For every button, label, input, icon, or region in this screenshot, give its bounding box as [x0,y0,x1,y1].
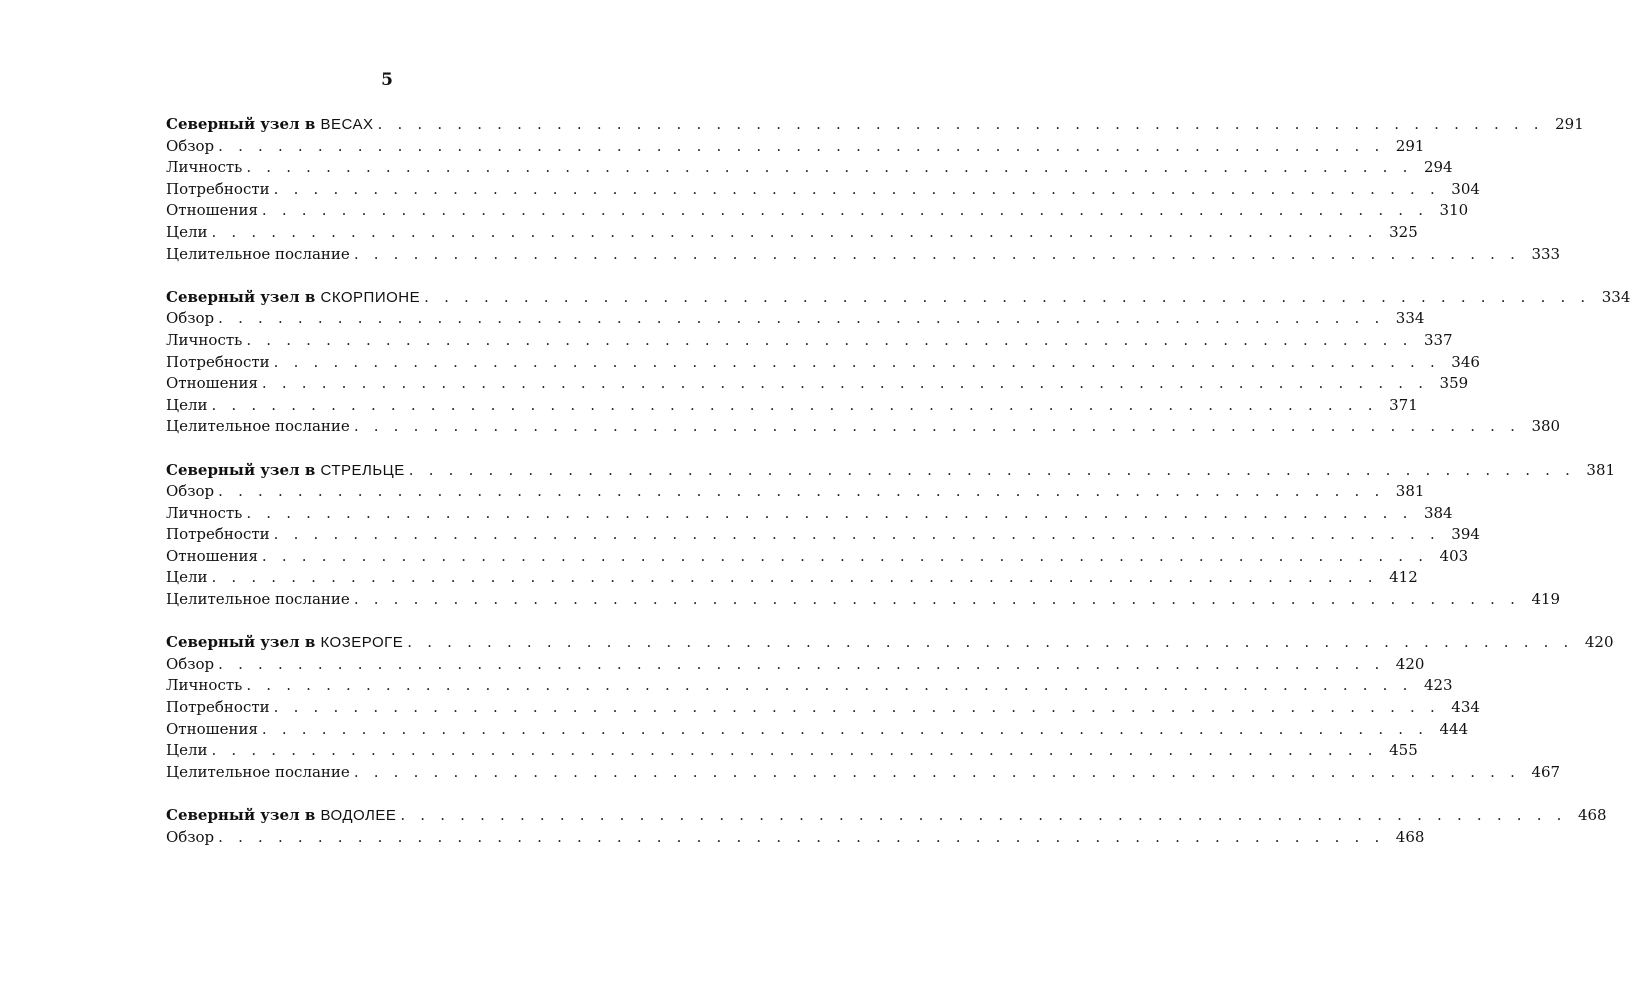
dot-leader: . . . . . . . . . . . . . . . . . . . . . . . . . . . . . . . . . . . . . . . . . . . . . . . . . . . . . . . . . . . [246,676,1413,695]
dot-leader: . . . . . . . . . . . . . . . . . . . . . . . . . . . . . . . . . . . . . . . . . . . . . . . . . . . . . . . . . . . [353,590,1521,609]
toc-section [166,114,1584,265]
toc-entry-label: Обзор [166,308,218,330]
dot-leader: . . . . . . . . . . . . . . . . . . . . . . . . . . . . . . . . . . . . . . . . . . . . . . . . . . . . . . . . . . . [218,309,1385,328]
section-page-number: 291 [1555,115,1584,133]
toc-entry-page-number: 423 [1423,676,1453,695]
section-heading-prefix: Северный узел в [166,460,316,479]
toc-entry-label: Цели [166,395,211,417]
toc-entry-label: Потребности [166,524,274,546]
section-heading-prefix: Северный узел в [166,806,316,824]
toc-entry[interactable] [166,675,1453,697]
dot-leader: . . . . . . . . . . . . . . . . . . . . . . . . . . . . . . . . . . . . . . . . . . . . . . . . . . . . . . . . . . . [246,330,1413,349]
toc-entry-label: Обзор [166,654,218,676]
toc-entry-page-number: 467 [1531,762,1561,781]
dot-leader: . . . . . . . . . . . . . . . . . . . . . . . . . . . . . . . . . . . . . . . . . . . . . . . . . . . . . . . . . . . [218,654,1385,673]
toc-entry[interactable] [166,740,1418,762]
toc-entry-label: Отношения [166,373,262,395]
toc-entry-page-number: 384 [1423,503,1453,522]
dot-leader: . . . . . . . . . . . . . . . . . . . . . . . . . . . . . . . . . . . . . . . . . . . . . . . . . . . . . . . . . . . [261,201,1429,220]
section-page-number: 381 [1586,460,1616,479]
table-of-contents [166,114,1630,870]
toc-entry[interactable] [166,244,1561,266]
dot-leader: . . . . . . . . . . . . . . . . . . . . . . . . . . . . . . . . . . . . . . . . . . . . . . . . . . . . . . . . . . . [218,136,1385,155]
dot-leader: . . . . . . . . . . . . . . . . . . . . . . . . . . . . . . . . . . . . . . . . . . . . . . . . . . . . . . . . . . . [218,482,1385,501]
dot-leader: . . . . . . . . . . . . . . . . . . . . . . . . . . . . . . . . . . . . . . . . . . . . . . . . . . . . . . . . . . . [377,115,1544,133]
toc-section [166,287,1630,438]
toc-entry[interactable] [166,827,1425,849]
dot-leader: . . . . . . . . . . . . . . . . . . . . . . . . . . . . . . . . . . . . . . . . . . . . . . . . . . . . . . . . . . . [408,460,1576,479]
toc-entry[interactable] [166,416,1561,438]
toc-entry[interactable] [166,524,1480,546]
dot-leader: . . . . . . . . . . . . . . . . . . . . . . . . . . . . . . . . . . . . . . . . . . . . . . . . . . . . . . . . . . . [211,395,1378,414]
dot-leader: . . . . . . . . . . . . . . . . . . . . . . . . . . . . . . . . . . . . . . . . . . . . . . . . . . . . . . . . . . . [246,158,1413,177]
section-page-number: 468 [1577,806,1607,824]
toc-entry-page-number: 468 [1395,827,1425,846]
toc-entry-page-number: 333 [1531,244,1561,263]
section-heading-label [166,632,407,654]
section-heading-label [166,114,378,136]
toc-section-heading[interactable] [166,632,1614,654]
toc-section-heading[interactable] [166,114,1584,136]
toc-section-heading[interactable] [166,460,1616,482]
toc-entry[interactable] [166,762,1561,784]
dot-leader: . . . . . . . . . . . . . . . . . . . . . . . . . . . . . . . . . . . . . . . . . . . . . . . . . . . . . . . . . . . [424,287,1591,306]
toc-entry-label: Личность [166,330,246,352]
toc-entry-label: Целительное послание [166,244,354,266]
toc-entry-label: Личность [166,157,246,179]
section-page-number: 334 [1601,287,1630,306]
toc-section-heading[interactable] [166,805,1607,827]
toc-entry-label: Цели [166,222,211,244]
toc-entry-page-number: 434 [1451,698,1480,717]
toc-entry[interactable] [166,308,1425,330]
toc-entry[interactable] [166,697,1480,719]
toc-entry-page-number: 325 [1389,222,1418,241]
toc-entry-label: Потребности [166,179,274,201]
section-heading-label [166,805,400,827]
toc-entry[interactable] [166,179,1480,201]
dot-leader: . . . . . . . . . . . . . . . . . . . . . . . . . . . . . . . . . . . . . . . . . . . . . . . . . . . . . . . . . . . [246,503,1413,522]
toc-section [166,632,1614,783]
toc-entry-label: Потребности [166,352,274,374]
section-heading-label [166,460,409,482]
toc-entry-page-number: 294 [1423,158,1453,177]
toc-entry-label: Целительное послание [166,762,354,784]
toc-entry-page-number: 419 [1531,590,1561,609]
dot-leader: . . . . . . . . . . . . . . . . . . . . . . . . . . . . . . . . . . . . . . . . . . . . . . . . . . . . . . . . . . . [273,352,1440,371]
dot-leader: . . . . . . . . . . . . . . . . . . . . . . . . . . . . . . . . . . . . . . . . . . . . . . . . . . . . . . . . . . . [211,741,1378,760]
toc-entry[interactable] [166,352,1480,374]
toc-entry[interactable] [166,481,1425,503]
toc-entry-label: Личность [166,675,246,697]
dot-leader: . . . . . . . . . . . . . . . . . . . . . . . . . . . . . . . . . . . . . . . . . . . . . . . . . . . . . . . . . . . [353,417,1521,436]
toc-entry-label: Отношения [166,200,262,222]
toc-entry-page-number: 346 [1451,352,1480,371]
section-page-number: 420 [1584,633,1614,652]
toc-entry[interactable] [166,373,1469,395]
toc-entry[interactable] [166,330,1453,352]
toc-entry[interactable] [166,200,1469,222]
toc-entry-label: Цели [166,740,211,762]
toc-entry-label: Личность [166,503,246,525]
toc-entry-page-number: 304 [1451,179,1480,198]
section-heading-prefix: Северный узел в [166,115,316,133]
toc-entry-label: Целительное послание [166,416,354,438]
dot-leader: . . . . . . . . . . . . . . . . . . . . . . . . . . . . . . . . . . . . . . . . . . . . . . . . . . . . . . . . . . . [211,568,1378,587]
toc-entry-label: Потребности [166,697,274,719]
zodiac-sign-name: ВОДОЛЕЕ [320,807,397,824]
toc-entry[interactable] [166,157,1453,179]
toc-entry[interactable] [166,567,1418,589]
toc-entry[interactable] [166,222,1418,244]
dot-leader: . . . . . . . . . . . . . . . . . . . . . . . . . . . . . . . . . . . . . . . . . . . . . . . . . . . . . . . . . . . [273,525,1440,544]
toc-entry-label: Целительное послание [166,589,354,611]
zodiac-sign-name: ВЕСАХ [320,116,374,133]
toc-entry-page-number: 394 [1451,525,1480,544]
toc-entry-label: Обзор [166,481,218,503]
dot-leader: . . . . . . . . . . . . . . . . . . . . . . . . . . . . . . . . . . . . . . . . . . . . . . . . . . . . . . . . . . . [261,719,1429,738]
dot-leader: . . . . . . . . . . . . . . . . . . . . . . . . . . . . . . . . . . . . . . . . . . . . . . . . . . . . . . . . . . . [261,546,1429,565]
toc-section [166,460,1616,611]
dot-leader: . . . . . . . . . . . . . . . . . . . . . . . . . . . . . . . . . . . . . . . . . . . . . . . . . . . . . . . . . . . [353,244,1521,263]
toc-entry-page-number: 380 [1531,417,1561,436]
dot-leader: . . . . . . . . . . . . . . . . . . . . . . . . . . . . . . . . . . . . . . . . . . . . . . . . . . . . . . . . . . . [273,179,1440,198]
toc-entry-page-number: 334 [1395,309,1425,328]
toc-entry[interactable] [166,503,1453,525]
dot-leader: . . . . . . . . . . . . . . . . . . . . . . . . . . . . . . . . . . . . . . . . . . . . . . . . . . . . . . . . . . . [353,762,1521,781]
toc-entry-page-number: 337 [1423,330,1453,349]
dot-leader: . . . . . . . . . . . . . . . . . . . . . . . . . . . . . . . . . . . . . . . . . . . . . . . . . . . . . . . . . . . [211,222,1378,241]
toc-section-heading[interactable] [166,287,1630,309]
zodiac-sign-name: СТРЕЛЬЦЕ [320,461,405,479]
toc-entry-label: Цели [166,567,211,589]
toc-entry-page-number: 444 [1439,719,1469,738]
dot-leader: . . . . . . . . . . . . . . . . . . . . . . . . . . . . . . . . . . . . . . . . . . . . . . . . . . . . . . . . . . . [218,827,1385,846]
page-number: 5 [381,70,393,90]
toc-entry-page-number: 455 [1389,741,1418,760]
toc-entry[interactable] [166,395,1418,417]
toc-entry-label: Обзор [166,136,218,158]
dot-leader: . . . . . . . . . . . . . . . . . . . . . . . . . . . . . . . . . . . . . . . . . . . . . . . . . . . . . . . . . . . [273,698,1440,717]
toc-entry-page-number: 420 [1395,654,1425,673]
toc-entry-page-number: 291 [1395,136,1425,155]
toc-entry-page-number: 381 [1395,482,1425,501]
dot-leader: . . . . . . . . . . . . . . . . . . . . . . . . . . . . . . . . . . . . . . . . . . . . . . . . . . . . . . . . . . . [407,633,1574,652]
toc-entry-label: Отношения [166,546,262,568]
dot-leader: . . . . . . . . . . . . . . . . . . . . . . . . . . . . . . . . . . . . . . . . . . . . . . . . . . . . . . . . . . . [400,806,1567,824]
toc-entry-label: Отношения [166,719,262,741]
toc-entry-label: Обзор [166,827,218,849]
section-heading-label [166,287,424,309]
toc-entry-page-number: 412 [1389,568,1418,587]
toc-entry-page-number: 359 [1439,374,1469,393]
section-heading-prefix: Северный узел в [166,287,316,306]
toc-entry-page-number: 371 [1389,395,1418,414]
toc-section [166,805,1607,848]
toc-entry-page-number: 403 [1439,546,1469,565]
toc-entry[interactable] [166,136,1425,158]
toc-entry[interactable] [166,546,1469,568]
toc-entry[interactable] [166,589,1561,611]
toc-entry-page-number: 310 [1439,201,1469,220]
section-heading-prefix: Северный узел в [166,633,316,652]
toc-entry[interactable] [166,654,1425,676]
zodiac-sign-name: КОЗЕРОГЕ [320,634,404,652]
zodiac-sign-name: СКОРПИОНЕ [320,288,421,306]
dot-leader: . . . . . . . . . . . . . . . . . . . . . . . . . . . . . . . . . . . . . . . . . . . . . . . . . . . . . . . . . . . [261,374,1429,393]
toc-entry[interactable] [166,719,1469,741]
